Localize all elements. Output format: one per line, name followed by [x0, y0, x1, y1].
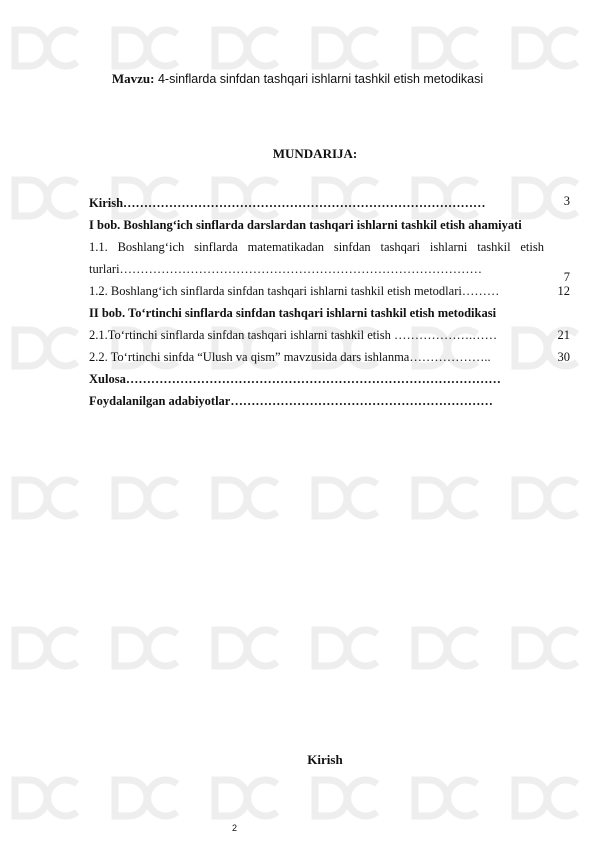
watermark-letter-d — [115, 630, 147, 666]
toc-page-number: 3 — [563, 194, 570, 208]
topic-line — [0, 71, 595, 87]
watermark-letter-c — [448, 30, 477, 66]
watermark-letter-c — [448, 480, 477, 516]
watermark-letter-d — [515, 780, 547, 816]
watermark-letter-d — [15, 180, 47, 216]
table-of-contents — [89, 192, 570, 412]
watermark-letter-d — [315, 630, 347, 666]
watermark-letter-c — [248, 30, 277, 66]
toc-entry-chapter-1: I bob. Boshlang‘ich sinflarda darslardan tashqari ishlarni tashkil etish ahamiyati — [89, 218, 522, 232]
toc-entry-chapter-2: II bob. To‘rtinchi sinflarda sinfdan tashqari ishlarni tashkil etish metodikasi — [89, 306, 497, 320]
watermark-letter-d — [115, 480, 147, 516]
toc-entry-2-2: 2.2. To‘rtinchi sinfda “Ulush va qism” mavzusida dars ishlanma……………….. 30 — [89, 346, 570, 368]
watermark-letter-d — [15, 780, 47, 816]
watermark-letter-c — [48, 330, 77, 366]
toc-title: MUNDARIJA: — [272, 146, 358, 161]
watermark-letter-c — [348, 630, 377, 666]
watermark-letter-c — [48, 30, 77, 66]
toc-entry-kirish: Kirish…………………………………………………………………………… 3 — [89, 192, 570, 214]
watermark-letter-c — [48, 180, 77, 216]
watermark-letter-d — [215, 480, 247, 516]
section-heading-kirish: Kirish — [307, 752, 343, 767]
page-number: 2 — [232, 823, 238, 833]
watermark-letter-c — [148, 480, 177, 516]
watermark-letter-d — [415, 480, 447, 516]
watermark-letter-c — [148, 630, 177, 666]
watermark-letter-c — [48, 630, 77, 666]
toc-page-number: 7 — [563, 270, 570, 284]
watermark-letter-c — [448, 630, 477, 666]
watermark-letter-d — [215, 630, 247, 666]
watermark-letter-d — [115, 780, 147, 816]
toc-entry-references: Foydalanilgan adabiyotlar……………………………………………………… — [89, 394, 493, 408]
watermark-letter-c — [548, 630, 577, 666]
watermark-letter-d — [315, 30, 347, 66]
toc-entry-2-1: 2.1.To‘rtinchi sinflarda sinfdan tashqari ishlarni tashkil etish ……………….…… 21 — [89, 324, 570, 346]
watermark-letter-c — [48, 480, 77, 516]
watermark-letter-d — [115, 30, 147, 66]
toc-page-number: 12 — [557, 284, 570, 298]
watermark-letter-d — [215, 30, 247, 66]
watermark-letter-d — [515, 30, 547, 66]
watermark-letter-c — [248, 630, 277, 666]
watermark-letter-d — [415, 30, 447, 66]
toc-page-number: 21 — [557, 328, 570, 342]
watermark-letter-d — [15, 30, 47, 66]
watermark-letter-d — [215, 780, 247, 816]
watermark-letter-c — [548, 480, 577, 516]
toc-page-number: 30 — [557, 350, 570, 364]
watermark-letter-d — [415, 780, 447, 816]
watermark-letter-c — [148, 30, 177, 66]
watermark-letter-c — [548, 30, 577, 66]
toc-entry-1-1: 1.1. Boshlang‘ich sinflarda matematikadan sinfdan tashqari ishlarni tashkil etish turlari…………………………………………………………………………… 7 — [89, 236, 570, 280]
watermark-letter-d — [515, 480, 547, 516]
watermark-letter-c — [348, 30, 377, 66]
toc-entry-1-2: 1.2. Boshlang‘ich sinflarda sinfdan tashqari ishlarni tashkil etish metodlari……… 12 — [89, 280, 570, 302]
watermark-letter-d — [15, 480, 47, 516]
watermark-letter-d — [15, 630, 47, 666]
topic-text: 4-sinflarda sinfdan tashqari ishlarni tashkil etish metodikasi — [157, 72, 484, 86]
watermark-letter-c — [348, 480, 377, 516]
watermark-letter-c — [248, 480, 277, 516]
watermark-letter-d — [315, 480, 347, 516]
watermark-letter-c — [148, 780, 177, 816]
watermark-letter-c — [448, 780, 477, 816]
watermark-letter-d — [15, 330, 47, 366]
watermark-letter-d — [415, 630, 447, 666]
watermark-letter-d — [315, 780, 347, 816]
watermark-letter-c — [248, 780, 277, 816]
watermark-letter-d — [515, 630, 547, 666]
toc-entry-xulosa: Xulosa……………………………………………………………………………… — [89, 372, 501, 386]
watermark-letter-c — [548, 780, 577, 816]
topic-label: Mavzu: — [111, 71, 155, 86]
watermark-letter-c — [348, 780, 377, 816]
watermark-letter-c — [48, 780, 77, 816]
